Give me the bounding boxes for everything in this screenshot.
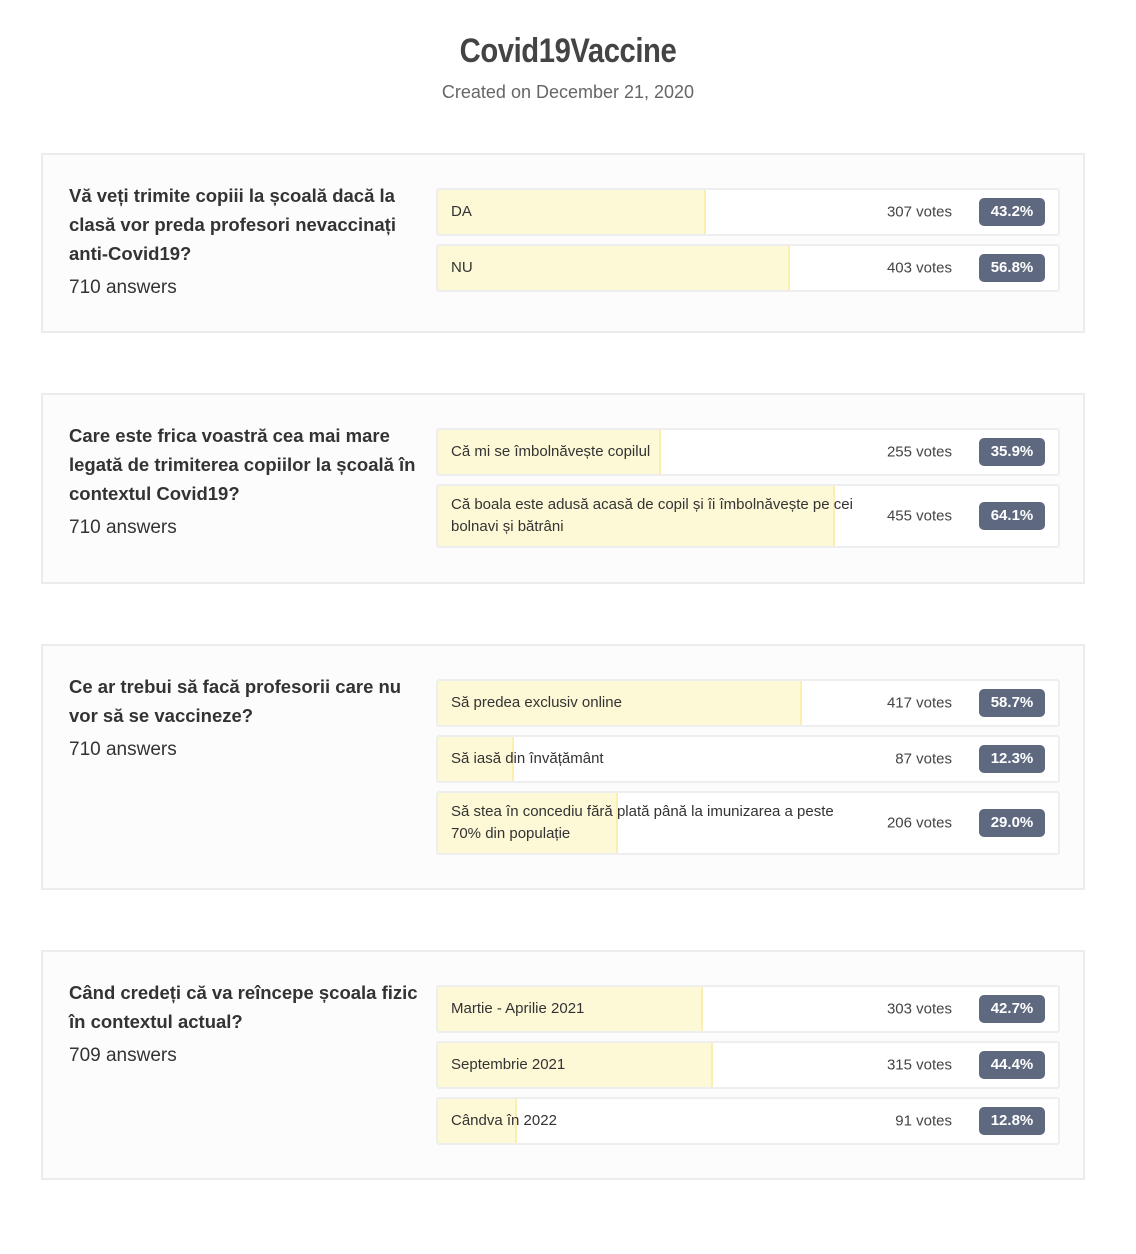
vote-count: 91 votes [895, 1112, 952, 1130]
poll-header [0, 28, 1136, 104]
vote-count: 255 votes [886, 443, 952, 461]
vote-count: 403 votes [886, 259, 952, 277]
option-row[interactable] [436, 735, 1060, 783]
option-label: Cândva în 2022 [451, 1112, 557, 1129]
percent-badge: 43.2% [979, 198, 1045, 226]
percent-badge: 35.9% [979, 438, 1045, 466]
percent-badge: 12.8% [979, 1107, 1045, 1135]
vote-count: 303 votes [886, 1000, 952, 1018]
percent-badge: 29.0% [979, 809, 1045, 837]
option-label: Martie - Aprilie 2021 [451, 1000, 585, 1017]
option-row[interactable] [436, 428, 1060, 476]
option-row[interactable] [436, 1097, 1060, 1145]
option-label: Să stea în concediu fără plată până la imunizarea a peste 70% din populație [451, 803, 834, 842]
question-block [69, 978, 419, 1070]
question-text: Care este frica voastră cea mai mare legată de trimiterea copiilor la școală în contextul Covid19? [69, 425, 416, 504]
percent-badge: 42.7% [979, 995, 1045, 1023]
options-list [436, 188, 1060, 300]
options-list [436, 985, 1060, 1153]
percent-badge: 56.8% [979, 254, 1045, 282]
question-block [69, 672, 419, 764]
vote-count: 87 votes [895, 750, 952, 768]
question-block [69, 421, 419, 542]
options-list [436, 428, 1060, 556]
option-label: DA [451, 203, 472, 220]
answer-count: 710 answers [69, 277, 177, 298]
percent-badge: 12.3% [979, 745, 1045, 773]
question-text: Ce ar trebui să facă profesorii care nu vor să se vaccineze? [69, 676, 402, 726]
option-label: Că mi se îmbolnăvește copilul [451, 443, 651, 460]
question-card [41, 950, 1085, 1180]
option-row[interactable] [436, 985, 1060, 1033]
question-card [41, 153, 1085, 333]
vote-count: 455 votes [886, 507, 952, 525]
question-block [69, 181, 419, 302]
answer-count: 710 answers [69, 739, 177, 760]
options-list [436, 679, 1060, 863]
option-label: Să predea exclusiv online [451, 694, 622, 711]
answer-count: 710 answers [69, 517, 177, 538]
answer-count: 709 answers [69, 1045, 177, 1066]
question-card [41, 393, 1085, 584]
option-label: Să iasă din învățământ [451, 750, 604, 767]
percent-badge: 58.7% [979, 689, 1045, 717]
page-title: Covid19Vaccine [459, 32, 677, 70]
percent-badge: 64.1% [979, 502, 1045, 530]
percent-badge: 44.4% [979, 1051, 1045, 1079]
option-row[interactable] [436, 484, 1060, 548]
option-row[interactable] [436, 1041, 1060, 1089]
option-row[interactable] [436, 244, 1060, 292]
option-row[interactable] [436, 791, 1060, 855]
vote-count: 206 votes [886, 814, 952, 832]
created-date: Created on December 21, 2020 [441, 82, 695, 102]
vote-count: 315 votes [886, 1056, 952, 1074]
question-text: Când credeți că va reîncepe școala fizic în contextul actual? [69, 982, 418, 1032]
question-text: Vă veți trimite copiii la școală dacă la clasă vor preda profesori nevaccinați anti-Covid19? [69, 185, 396, 264]
option-row[interactable] [436, 679, 1060, 727]
question-card [41, 644, 1085, 890]
vote-count: 417 votes [886, 694, 952, 712]
option-label: NU [451, 259, 473, 276]
vote-count: 307 votes [886, 203, 952, 221]
option-row[interactable] [436, 188, 1060, 236]
option-label: Că boala este adusă acasă de copil și îi îmbolnăvește pe cei bolnavi și bătrâni [451, 496, 853, 535]
option-label: Septembrie 2021 [451, 1056, 566, 1073]
